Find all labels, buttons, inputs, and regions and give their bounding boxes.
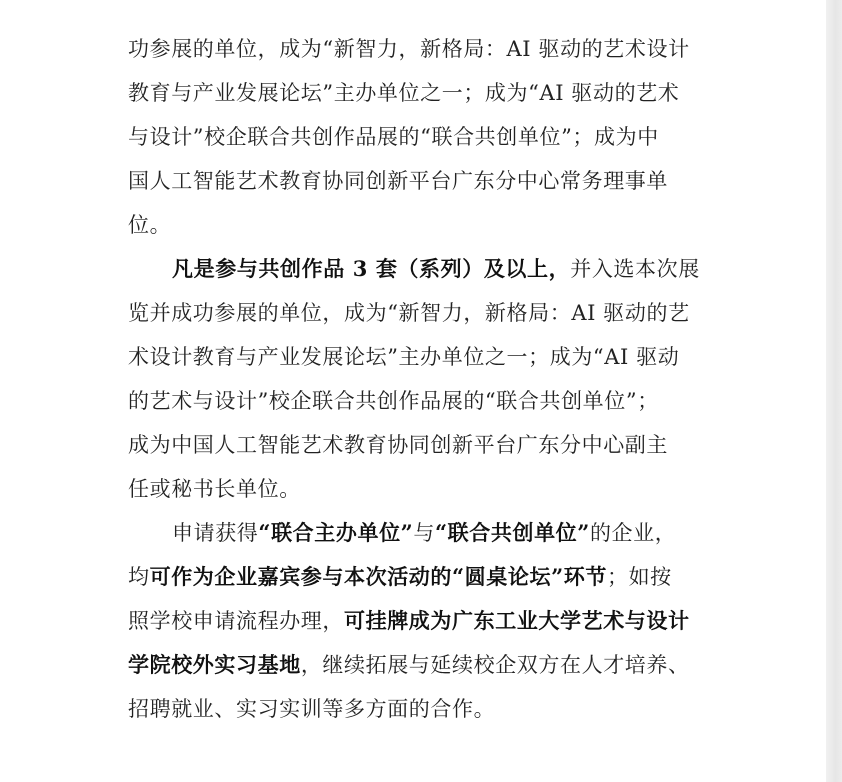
bold-text-run: “联合共创单位” [434, 520, 590, 545]
text-run: ，继续拓展与延续校企双方在人才培养、 [300, 653, 690, 677]
text-run: 并入选本次展 [570, 257, 700, 281]
text-run: 国人工智能艺术教育协同创新平台广东分中心常务理事单 [128, 169, 668, 193]
text-line [128, 643, 716, 687]
text-line [128, 71, 716, 115]
text-run: 与设计”校企联合共创作品展的“联合共创单位”；成为中 [128, 125, 659, 149]
text-run: 位。 [128, 213, 172, 237]
text-line [128, 423, 716, 467]
paragraph-2 [128, 247, 716, 511]
text-line [128, 115, 716, 159]
text-run: 术设计教育与产业发展论坛”主办单位之一；成为“AI 驱动 [128, 345, 680, 369]
text-run: 任或秘书长单位。 [128, 477, 301, 501]
text-line [128, 203, 716, 247]
text-run: 的企业， [589, 521, 677, 545]
text-line [128, 599, 716, 643]
text-line [128, 335, 716, 379]
text-line [128, 467, 716, 511]
bold-text-run: 可作为企业嘉宾参与本次活动的“圆桌论坛”环节 [149, 564, 607, 589]
text-line [128, 555, 716, 599]
text-line [128, 247, 716, 291]
bold-text-run: “联合主办单位” [258, 520, 414, 545]
text-line [128, 379, 716, 423]
bold-text-run: 凡是参与共创作品 3 套（系列）及以上， [172, 256, 571, 281]
paragraph-3 [128, 511, 716, 731]
text-run: 功参展的单位，成为“新智力，新格局：AI 驱动的艺术设计 [128, 37, 690, 61]
document-body [128, 27, 716, 731]
text-run: 的艺术与设计”校企联合共创作品展的“联合共创单位”； [128, 389, 659, 413]
text-line [128, 27, 716, 71]
text-run: 均 [128, 565, 150, 589]
bold-text-run: 可挂牌成为广东工业大学艺术与设计 [344, 608, 690, 633]
text-run: 教育与产业发展论坛”主办单位之一；成为“AI 驱动的艺术 [128, 81, 680, 105]
text-line [128, 159, 716, 203]
text-line [128, 687, 716, 731]
paragraph-1 [128, 27, 716, 247]
text-run: 成为中国人工智能艺术教育协同创新平台广东分中心副主 [128, 433, 668, 457]
text-run: ；如按 [606, 565, 672, 589]
text-run: 览并成功参展的单位，成为“新智力，新格局：AI 驱动的艺 [128, 301, 690, 325]
text-run: 招聘就业、实习实训等多方面的合作。 [128, 697, 496, 721]
text-run: 申请获得 [172, 521, 259, 545]
text-line [128, 291, 716, 335]
text-run: 照学校申请流程办理， [128, 609, 344, 633]
text-line [128, 511, 716, 555]
text-run: 与 [413, 521, 435, 545]
page-edge [826, 0, 842, 782]
bold-text-run: 学院校外实习基地 [128, 652, 301, 677]
